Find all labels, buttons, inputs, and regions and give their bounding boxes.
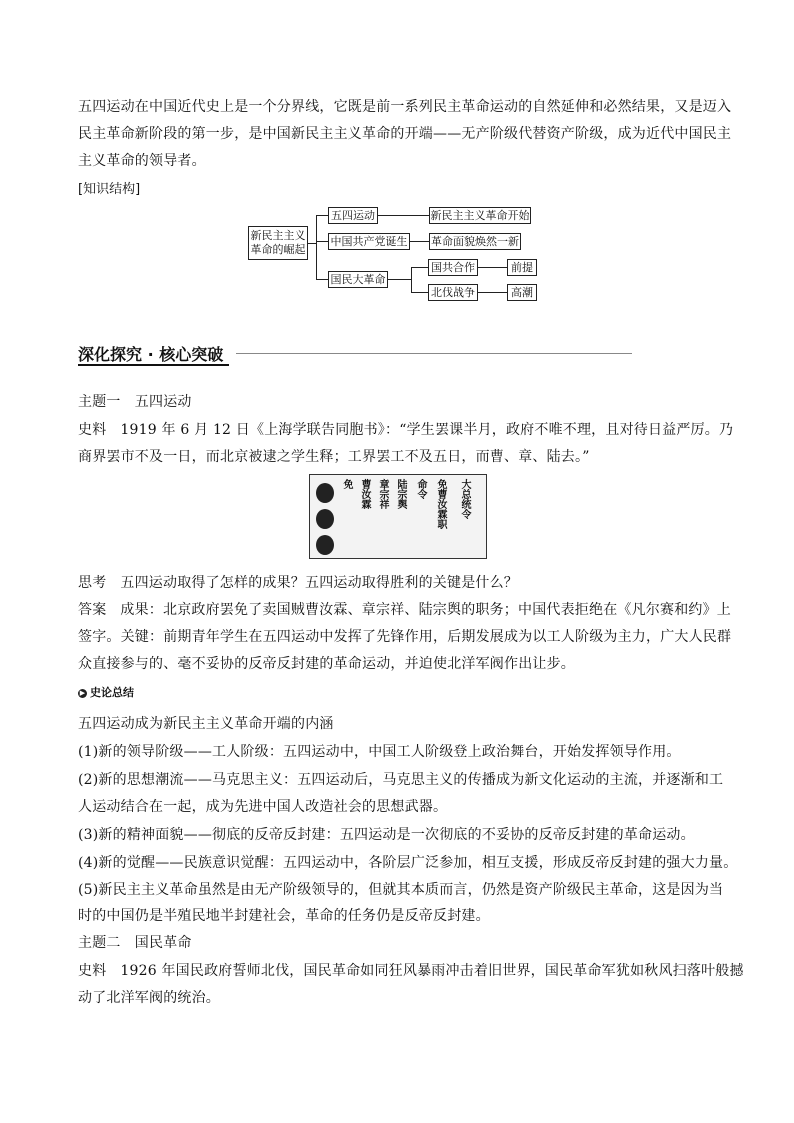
theme2-source-text-1: 1926 年国民政府誓师北伐，国民革命如同狂风暴雨冲击着旧世界，国民革命军犹如秋风扫落叶般撼: [120, 963, 744, 979]
portrait-2: [316, 509, 334, 529]
theme1-source-text-1: 1919 年 6 月 12 日《上海学联告同胞书》：“学生罢课半月，政府不唯不理，且对待日益严厉。乃: [120, 422, 734, 438]
theme2-source-line-2: 动了北洋军阀的统治。: [78, 990, 220, 1006]
circle-bullet-icon: ▶: [79, 688, 86, 697]
summary-item-1: (1)新的领导阶级——工人阶级：五四运动中，中国工人阶级登上政治舞台，开始发挥领导作用。: [78, 744, 681, 760]
summary-item-3: (3)新的精神面貌——彻底的反帝反封建：五四运动是一次彻底的不妥协的反帝反封建的革命运动。: [78, 827, 695, 843]
theme1-question: [78, 572, 518, 592]
diagram-result-new-democratic-start: 新民主主义革命开始: [429, 207, 531, 224]
answer-text-1: 成果：北京政府罢免了卖国贼曹汝霖、章宗祥、陆宗舆的职务；中国代表拒绝在《凡尔赛和约》上: [120, 602, 732, 618]
diagram-result-premise: 前提: [507, 259, 537, 276]
theme1-title: 主题一 五四运动: [78, 394, 192, 410]
theme2-title: 主题二 国民革命: [78, 935, 192, 951]
diagram-root-box: 新民主主义革命的崛起: [248, 226, 308, 260]
diagram-result-climax: 高潮: [507, 284, 537, 301]
image-column: 陆宗舆: [395, 479, 406, 509]
section-title-underline: [78, 364, 229, 366]
summary-item-5: (5)新民主主义革命虽然是由无产阶级领导的，但就其本质而言，仍然是资产阶级民主革命，这是因为当: [78, 882, 724, 898]
answer-label: 答案: [78, 602, 107, 618]
diagram-sub-kmt-cpc-cooperation: 国共合作: [428, 259, 478, 276]
theme1-source-label: 史料: [78, 422, 107, 438]
summary-item-2: (2)新的思想潮流——马克思主义：五四运动后，马克思主义的传播成为新文化运动的主流，并逐渐和工: [78, 772, 724, 788]
summary-title: 五四运动成为新民主主义革命开端的内涵: [78, 716, 334, 732]
summary-item-4: (4)新的觉醒——民族意识觉醒：五四运动中，各阶层广泛参加，相互支援，形成反帝反封建的强大力量。: [78, 855, 738, 871]
image-column: 章宗祥: [377, 479, 388, 509]
summary-heading: ▶ 史论总结: [79, 686, 134, 699]
historical-decree-image: [309, 474, 487, 559]
summary-item-5-cont: 时的中国仍是半殖民地半封建社会，革命的任务仍是反帝反封建。: [78, 908, 490, 924]
diagram-branch-cpc-founded: 中国共产党诞生: [328, 233, 410, 250]
summary-item-2-cont: 人运动结合在一起，成为先进中国人改造社会的思想武器。: [78, 799, 448, 815]
image-column: 免: [341, 479, 352, 489]
image-column: 免曹汝霖职: [435, 479, 446, 529]
intro-line-2: 民主革命新阶段的第一步，是中国新民主主义革命的开端——无产阶级代替资产阶级，成为近代中国民主: [78, 126, 732, 142]
theme2-source-label: 史料: [78, 963, 107, 979]
diagram-result-new-look: 革命面貌焕然一新: [429, 233, 521, 250]
theme1-answer-line-2: 签字。关键：前期青年学生在五四运动中发挥了先锋作用，后期发展成为以工人阶级为主力，广大人民群: [78, 629, 732, 645]
intro-line-1: 五四运动在中国近代史上是一个分界线，它既是前一系列民主革命运动的自然延伸和必然结果，又是迈入: [78, 99, 732, 115]
section-divider: [236, 353, 632, 354]
section-title: 深化探究 · 核心突破: [78, 345, 224, 364]
image-column: 曹汝霖: [359, 479, 370, 509]
diagram-sub-northern-expedition: 北伐战争: [428, 284, 478, 301]
intro-line-3: 主义革命的领导者。: [78, 153, 206, 169]
theme1-source-line-2: 商界罢市不及一日，而北京被逮之学生释；工界罢工不及五日，而曹、章、陆去。”: [78, 449, 590, 465]
theme2-source-line-1: [78, 960, 744, 980]
theme1-answer-line-3: 众直接参与的、毫不妥协的反帝反封建的革命运动，并迫使北洋军阀作出让步。: [78, 656, 575, 672]
knowledge-structure-diagram: [0, 0, 794, 320]
portrait-1: [316, 483, 334, 503]
question-text: 五四运动取得了怎样的成果？五四运动取得胜利的关键是什么？: [120, 575, 519, 591]
diagram-branch-national-revolution: 国民大革命: [328, 271, 388, 288]
theme1-answer-line-1: [78, 599, 731, 619]
question-label: 思考: [78, 575, 107, 591]
diagram-branch-may-fourth: 五四运动: [328, 207, 378, 224]
theme1-source-line-1: [78, 419, 733, 439]
portrait-3: [316, 535, 334, 555]
image-column: 大总统令: [459, 479, 470, 519]
knowledge-structure-heading: [知识结构]: [78, 182, 141, 197]
image-column: 命令: [415, 479, 426, 499]
